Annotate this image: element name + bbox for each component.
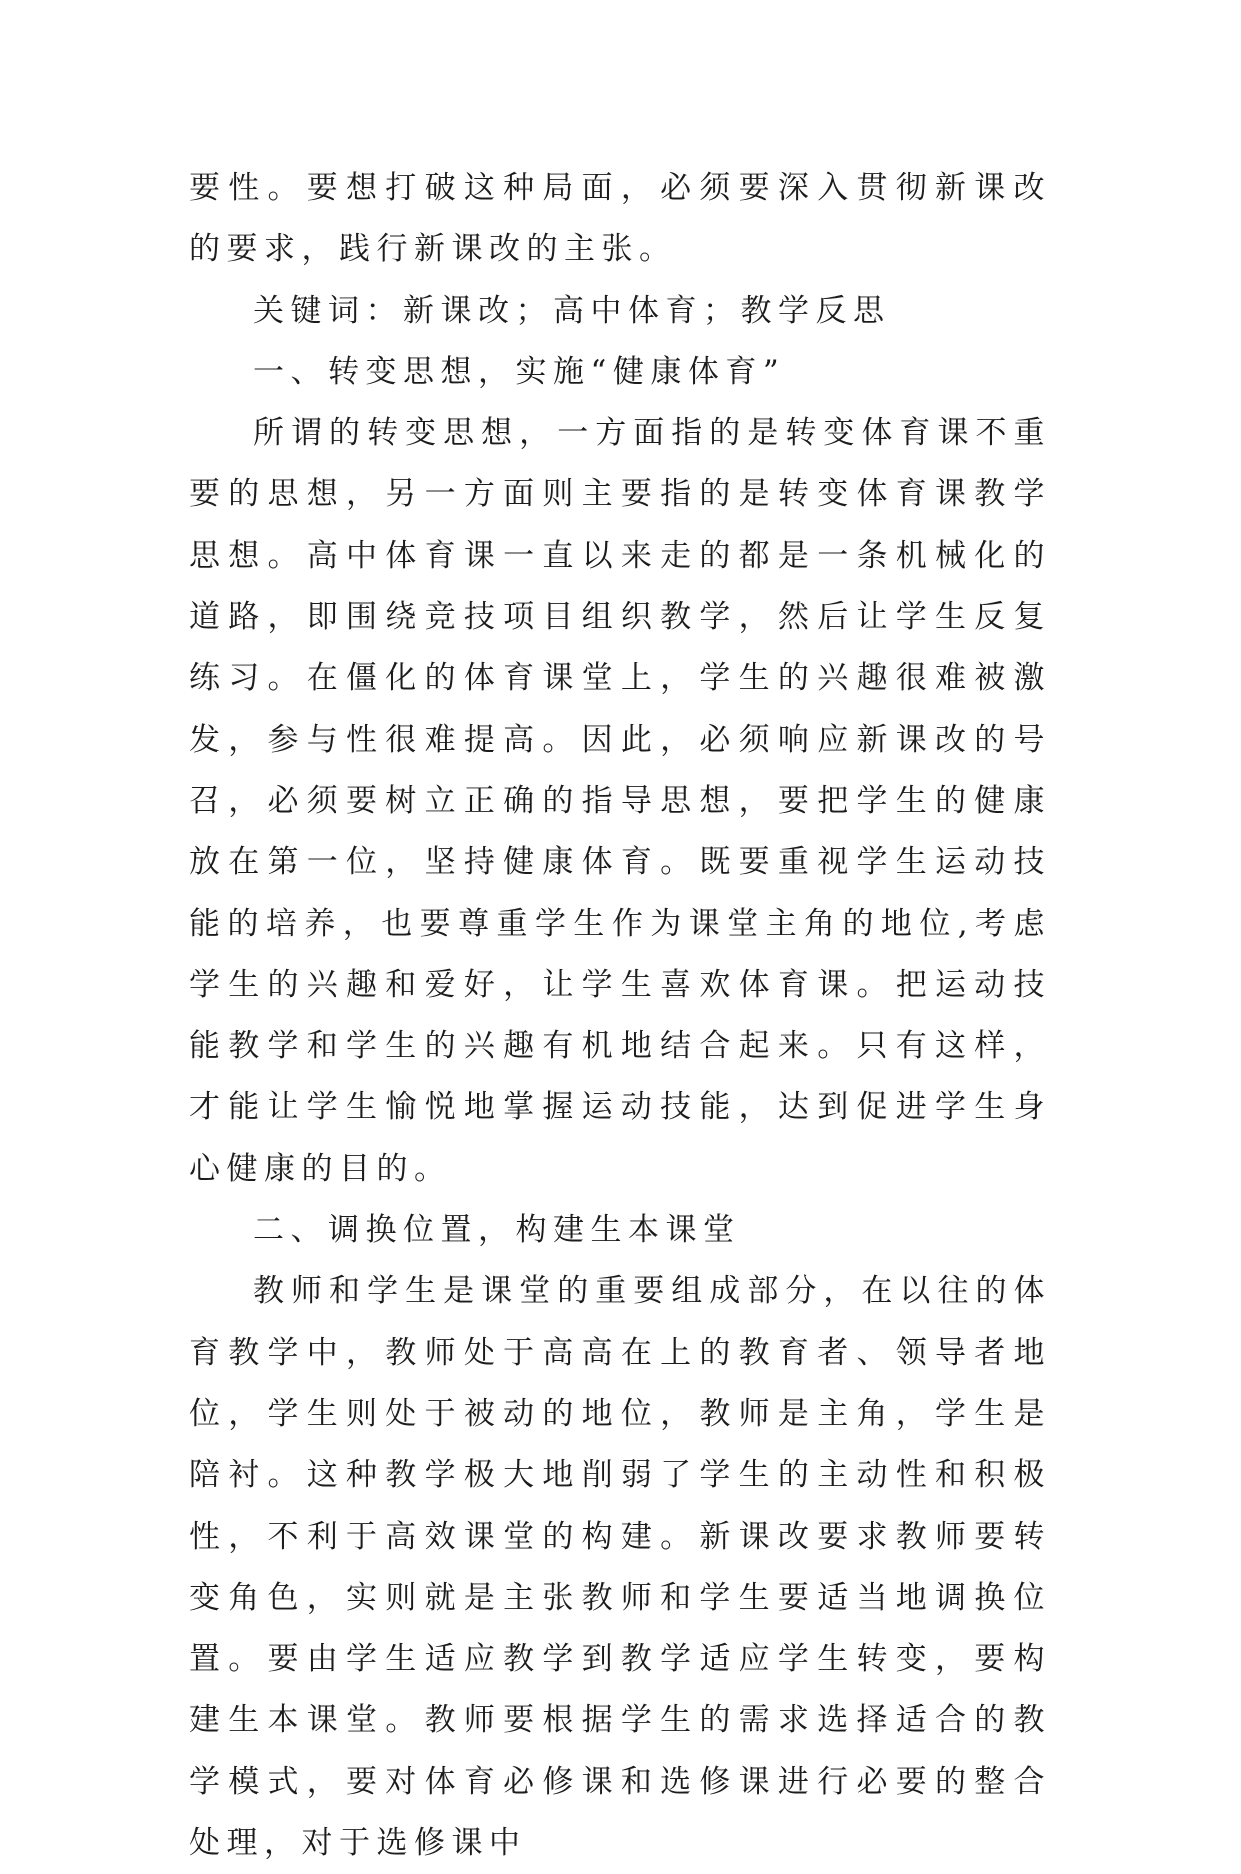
section-heading-2: 二、调换位置，构建生本课堂 xyxy=(253,1212,741,1249)
section-heading-1: 一、转变思想，实施“健康体育” xyxy=(253,353,786,390)
body-paragraph: 所谓的转变思想，一方面指的是转变体育课不重要的思想，另一方面则主要指的是转变体育课教学思想。高中体育课一直以来走的都是一条机械化的道路，即围绕竞技项目组织教学，然后让学生反复练习。在僵化的体育课堂上，学生的兴趣很难被激发，参与性很难提高。因此，必须响应新课改的号召，必须要树立正确的指导思想，要把学生的健康放在第一位，坚持健康体育。既要重视学生运动技能的培养，也要尊重学生作为课堂主角的地位,考虑学生的兴趣和爱好，让学生喜欢体育课。把运动技能教学和学生的兴趣有机地结合起来。只有这样，才能让学生愉悦地掌握运动技能，达到促进学生身心健康的目的。 xyxy=(189,415,1051,1187)
continuation-paragraph: 要性。要想打破这种局面，必须要深入贯彻新课改的要求，践行新课改的主张。 xyxy=(189,170,1051,268)
body-paragraph: 教师和学生是课堂的重要组成部分，在以往的体育教学中，教师处于高高在上的教育者、领导者地位，学生则处于被动的地位，教师是主角，学生是陪衬。这种教学极大地削弱了学生的主动性和积极性，不利于高效课堂的构建。新课改要求教师要转变角色，实则就是主张教师和学生要适当地调换位置。要由学生适应教学到教学适应学生转变，要构建生本课堂。教师要根据学生的需求选择适合的教学模式，要对体育必修课和选修课进行必要的整合处理，对于选修课中 xyxy=(189,1273,1051,1862)
document-body xyxy=(189,158,1051,1874)
keywords-line: 关键词：新课改；高中体育；教学反思 xyxy=(253,292,891,329)
